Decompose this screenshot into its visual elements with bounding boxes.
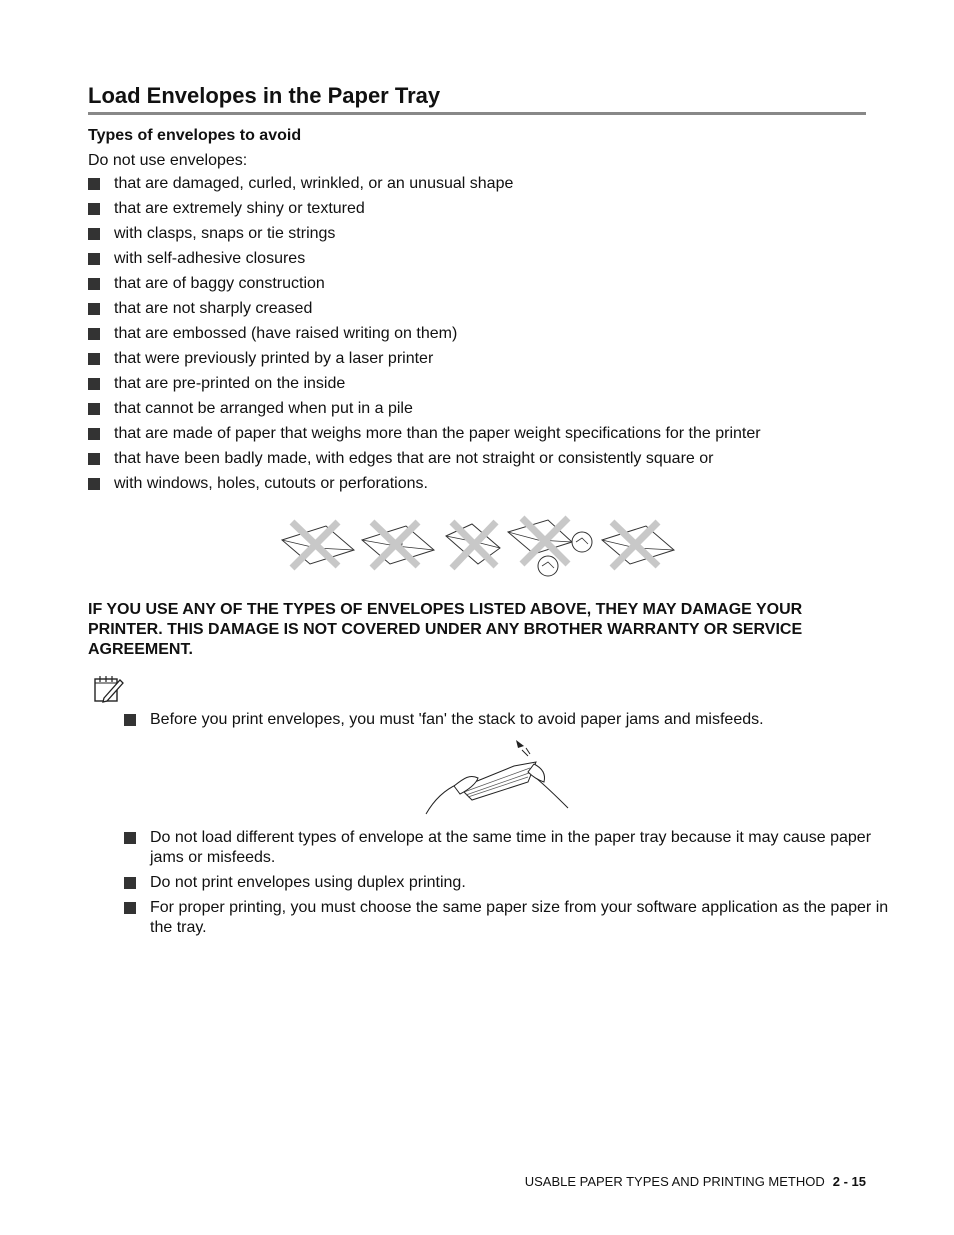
bullet-square-icon [88,453,100,465]
page-number: 2 - 15 [832,1174,866,1189]
bullet-square-icon [88,478,100,490]
bullet-square-icon [88,253,100,265]
bullet-square-icon [88,278,100,290]
list-item: that have been badly made, with edges that are not straight or consistently square or [88,449,868,474]
bullet-square-icon [88,378,100,390]
warning-text: IF YOU USE ANY OF THE TYPES OF ENVELOPES LISTED ABOVE, THEY MAY DAMAGE YOUR PRINTER. THIS DAMAGE IS NOT COVERED UNDER ANY BROTHER WARRANTY OR SERVICE AGREEMENT. [88,601,803,658]
note-item: Do not load different types of envelope at the same time in the paper tray because it may cause paper jams or misfeeds. [124,828,892,868]
list-item: that are not sharply creased [88,299,868,324]
footer-section-label: USABLE PAPER TYPES AND PRINTING METHOD [524,1174,825,1189]
note-item: Do not print envelopes using duplex printing. [124,873,892,893]
bullet-square-icon [88,328,100,340]
bullet-square-icon [88,178,100,190]
envelope-baggy-icon [446,522,500,568]
list-item: with self-adhesive closures [88,249,868,274]
bullet-square-icon [124,832,136,844]
envelope-windowed-icon [508,518,592,576]
list-item: with windows, holes, cutouts or perforations. [88,474,868,499]
bullet-square-icon [88,428,100,440]
bullet-square-icon [124,877,136,889]
page-footer [400,1174,866,1190]
list-item: that are damaged, curled, wrinkled, or an unusual shape [88,174,868,199]
list-item: with clasps, snaps or tie strings [88,224,868,249]
list-item: that were previously printed by a laser printer [88,349,868,374]
avoid-list [88,174,868,499]
note-item: For proper printing, you must choose the same paper size from your software application as the paper in the tray. [124,898,892,938]
list-item: that are of baggy construction [88,274,868,299]
list-item: that are embossed (have raised writing on them) [88,324,868,349]
list-item: that cannot be arranged when put in a pile [88,399,868,424]
envelope-types-illustration [276,512,676,582]
note-pencil-icon [92,674,124,704]
bullet-square-icon [124,714,136,726]
list-item: that are pre-printed on the inside [88,374,868,399]
list-item: that are made of paper that weighs more than the paper weight specifications for the printer [88,424,868,449]
note-item: Before you print envelopes, you must 'fan' the stack to avoid paper jams and misfeeds. [124,710,892,730]
section-heading: Types of envelopes to avoid [88,127,302,144]
bullet-square-icon [88,403,100,415]
envelope-embossed-icon [602,522,674,568]
section-intro: Do not use envelopes: [88,152,248,169]
bullet-square-icon [124,902,136,914]
bullet-square-icon [88,353,100,365]
list-item: that are extremely shiny or textured [88,199,868,224]
envelope-damaged-icon [282,522,354,568]
bullet-square-icon [88,303,100,315]
bullet-square-icon [88,203,100,215]
page-title: Load Envelopes in the Paper Tray [88,82,866,115]
bullet-square-icon [88,228,100,240]
fanning-stack-illustration [424,738,570,818]
envelope-clasp-icon [362,522,434,568]
